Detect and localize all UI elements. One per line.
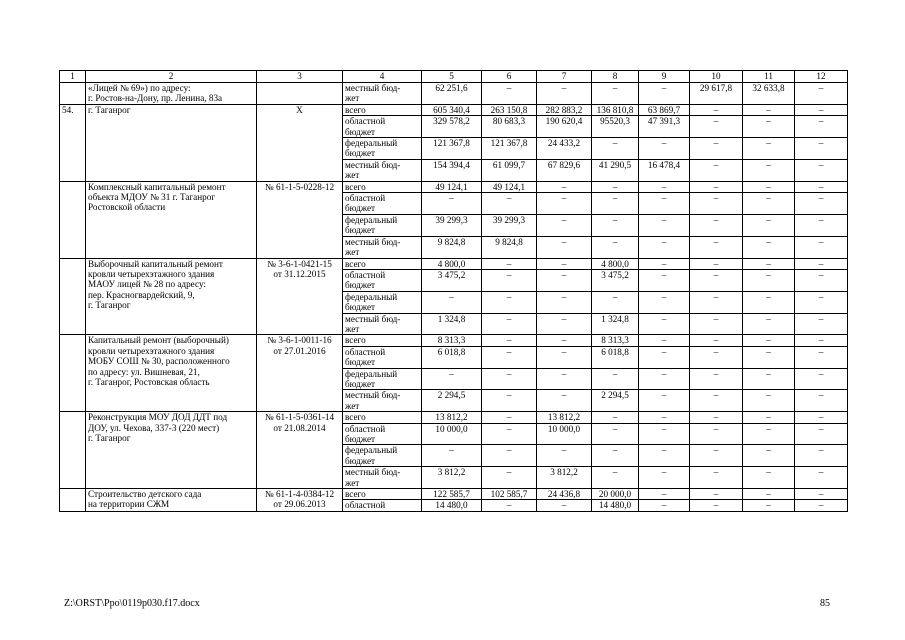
item-number: [60, 83, 86, 105]
amount-cell: –: [743, 423, 795, 445]
funding-source: местный бюд- жет: [343, 83, 422, 105]
amount-cell: –: [690, 159, 743, 181]
column-number-10: 10: [690, 71, 743, 83]
table-row: [60, 83, 848, 105]
item-number: [60, 412, 86, 489]
column-number-6: 6: [482, 71, 537, 83]
amount-cell: 29 617,8: [690, 83, 743, 105]
funding-source: областной бюджет: [343, 116, 422, 138]
amount-cell: 95520,3: [592, 116, 639, 138]
amount-cell: –: [795, 368, 848, 390]
amount-cell: –: [639, 412, 690, 423]
amount-cell: –: [690, 445, 743, 467]
amount-cell: 24 433,2: [537, 138, 592, 160]
amount-cell: 62 251,6: [422, 83, 482, 105]
funding-source: федеральный бюджет: [343, 214, 422, 236]
amount-cell: –: [639, 181, 690, 192]
amount-cell: 9 824,8: [422, 236, 482, 258]
amount-cell: –: [639, 368, 690, 390]
amount-cell: –: [482, 390, 537, 412]
amount-cell: –: [482, 269, 537, 291]
footer-file-path: Z:\ORST\Ppo\0119p030.f17.docx: [64, 598, 200, 609]
amount-cell: –: [743, 214, 795, 236]
amount-cell: 2 294,5: [592, 390, 639, 412]
amount-cell: –: [537, 181, 592, 192]
amount-cell: –: [743, 159, 795, 181]
amount-cell: –: [795, 346, 848, 368]
amount-cell: 6 018,8: [422, 346, 482, 368]
funding-source: областной бюджет: [343, 423, 422, 445]
amount-cell: –: [639, 423, 690, 445]
amount-cell: –: [537, 335, 592, 346]
amount-cell: –: [537, 269, 592, 291]
amount-cell: –: [537, 346, 592, 368]
amount-cell: 605 340,4: [422, 104, 482, 115]
funding-source: федеральный бюджет: [343, 445, 422, 467]
expertise-number: № 61-1-4-0384-12 от 29.06.2013: [257, 489, 343, 512]
amount-cell: 329 578,2: [422, 116, 482, 138]
column-number-11: 11: [743, 71, 795, 83]
amount-cell: –: [690, 236, 743, 258]
amount-cell: –: [639, 214, 690, 236]
amount-cell: –: [690, 368, 743, 390]
amount-cell: –: [592, 214, 639, 236]
amount-cell: –: [537, 390, 592, 412]
amount-cell: 102 585,7: [482, 489, 537, 500]
table-row: [60, 412, 848, 423]
amount-cell: –: [795, 291, 848, 313]
amount-cell: –: [592, 181, 639, 192]
amount-cell: –: [795, 313, 848, 335]
amount-cell: –: [592, 193, 639, 215]
amount-cell: –: [743, 368, 795, 390]
funding-source: федеральный бюджет: [343, 368, 422, 390]
amount-cell: –: [795, 181, 848, 192]
item-number: 54.: [60, 104, 86, 181]
header-row: [60, 71, 848, 83]
amount-cell: –: [690, 269, 743, 291]
expertise-number: № 61-1-5-0228-12: [257, 181, 343, 258]
amount-cell: –: [795, 445, 848, 467]
amount-cell: –: [537, 368, 592, 390]
amount-cell: –: [639, 313, 690, 335]
amount-cell: –: [482, 335, 537, 346]
amount-cell: 61 099,7: [482, 159, 537, 181]
amount-cell: 2 294,5: [422, 390, 482, 412]
amount-cell: –: [639, 193, 690, 215]
amount-cell: 190 620,4: [537, 116, 592, 138]
amount-cell: –: [537, 214, 592, 236]
amount-cell: –: [592, 467, 639, 489]
amount-cell: 6 018,8: [592, 346, 639, 368]
amount-cell: –: [743, 258, 795, 269]
amount-cell: –: [537, 258, 592, 269]
amount-cell: –: [690, 313, 743, 335]
funding-source: местный бюд- жет: [343, 313, 422, 335]
amount-cell: –: [690, 335, 743, 346]
amount-cell: 47 391,3: [639, 116, 690, 138]
amount-cell: 121 367,8: [422, 138, 482, 160]
amount-cell: –: [743, 390, 795, 412]
expertise-number: № 3-6-1-0011-16 от 27.01.2016: [257, 335, 343, 412]
amount-cell: –: [639, 500, 690, 511]
amount-cell: 16 478,4: [639, 159, 690, 181]
amount-cell: –: [743, 500, 795, 511]
amount-cell: –: [795, 116, 848, 138]
column-number-3: 3: [257, 71, 343, 83]
amount-cell: –: [690, 138, 743, 160]
amount-cell: –: [795, 423, 848, 445]
amount-cell: –: [690, 467, 743, 489]
amount-cell: –: [537, 445, 592, 467]
amount-cell: –: [422, 291, 482, 313]
object-name: Комплексный капитальный ремонт объекта МДОУ № 31 г. Таганрог Ростовской области: [86, 181, 257, 258]
budget-grid: [59, 70, 848, 512]
amount-cell: –: [690, 500, 743, 511]
amount-cell: –: [690, 104, 743, 115]
amount-cell: –: [482, 467, 537, 489]
amount-cell: –: [482, 412, 537, 423]
amount-cell: –: [482, 83, 537, 105]
amount-cell: 3 812,2: [422, 467, 482, 489]
expertise-number: № 3-6-1-0421-15 от 31.12.2015: [257, 258, 343, 335]
column-number-7: 7: [537, 71, 592, 83]
amount-cell: 49 124,1: [422, 181, 482, 192]
object-name: Выборочный капитальный ремонт кровли четырехэтажного здания МАОУ лицей № 28 по адресу: пер. Красногвардейский, 9, г. Таганрог: [86, 258, 257, 335]
amount-cell: 9 824,8: [482, 236, 537, 258]
amount-cell: 49 124,1: [482, 181, 537, 192]
amount-cell: –: [795, 390, 848, 412]
amount-cell: –: [422, 193, 482, 215]
funding-source: всего: [343, 335, 422, 346]
amount-cell: 1 324,8: [592, 313, 639, 335]
amount-cell: –: [592, 445, 639, 467]
table-row: [60, 181, 848, 192]
amount-cell: –: [743, 193, 795, 215]
amount-cell: –: [690, 390, 743, 412]
amount-cell: 282 883,2: [537, 104, 592, 115]
object-name: Реконструкция МОУ ДОД ДДТ под ДОУ, ул. Чехова, 337-3 (220 мест) г. Таганрог: [86, 412, 257, 489]
funding-source: областной: [343, 500, 422, 511]
amount-cell: 13 812,2: [422, 412, 482, 423]
amount-cell: –: [639, 445, 690, 467]
funding-source: федеральный бюджет: [343, 291, 422, 313]
amount-cell: –: [743, 104, 795, 115]
amount-cell: –: [795, 104, 848, 115]
amount-cell: 41 290,5: [592, 159, 639, 181]
amount-cell: 154 394,4: [422, 159, 482, 181]
object-name: г. Таганрог: [86, 104, 257, 181]
amount-cell: –: [639, 291, 690, 313]
amount-cell: –: [795, 335, 848, 346]
amount-cell: –: [795, 138, 848, 160]
amount-cell: –: [482, 313, 537, 335]
amount-cell: –: [795, 258, 848, 269]
amount-cell: –: [537, 500, 592, 511]
amount-cell: –: [690, 412, 743, 423]
amount-cell: –: [743, 313, 795, 335]
amount-cell: –: [639, 269, 690, 291]
amount-cell: –: [690, 423, 743, 445]
expertise-number: Х: [257, 104, 343, 181]
amount-cell: –: [795, 236, 848, 258]
amount-cell: 14 480,0: [592, 500, 639, 511]
amount-cell: –: [592, 368, 639, 390]
amount-cell: –: [795, 193, 848, 215]
amount-cell: –: [743, 236, 795, 258]
amount-cell: 13 812,2: [537, 412, 592, 423]
funding-source: областной бюджет: [343, 269, 422, 291]
amount-cell: –: [795, 83, 848, 105]
funding-source: всего: [343, 489, 422, 500]
amount-cell: –: [482, 368, 537, 390]
amount-cell: 4 800,0: [592, 258, 639, 269]
amount-cell: –: [482, 193, 537, 215]
amount-cell: 3 812,2: [537, 467, 592, 489]
amount-cell: 80 683,3: [482, 116, 537, 138]
amount-cell: 122 585,7: [422, 489, 482, 500]
amount-cell: 10 000,0: [537, 423, 592, 445]
column-number-4: 4: [343, 71, 422, 83]
budget-table: [59, 70, 848, 512]
amount-cell: –: [690, 116, 743, 138]
column-number-2: 2: [86, 71, 257, 83]
amount-cell: –: [639, 236, 690, 258]
amount-cell: –: [482, 423, 537, 445]
amount-cell: –: [592, 423, 639, 445]
item-number: [60, 335, 86, 412]
amount-cell: –: [743, 467, 795, 489]
amount-cell: –: [639, 138, 690, 160]
amount-cell: –: [690, 489, 743, 500]
funding-source: всего: [343, 181, 422, 192]
amount-cell: –: [795, 159, 848, 181]
amount-cell: –: [690, 291, 743, 313]
amount-cell: –: [743, 412, 795, 423]
amount-cell: 20 000,0: [592, 489, 639, 500]
funding-source: местный бюд- жет: [343, 467, 422, 489]
table-row: [60, 258, 848, 269]
column-number-9: 9: [639, 71, 690, 83]
amount-cell: –: [592, 291, 639, 313]
funding-source: местный бюд- жет: [343, 390, 422, 412]
column-number-12: 12: [795, 71, 848, 83]
expertise-number: [257, 83, 343, 105]
amount-cell: 24 436,8: [537, 489, 592, 500]
amount-cell: 32 633,8: [743, 83, 795, 105]
amount-cell: 1 324,8: [422, 313, 482, 335]
amount-cell: –: [482, 346, 537, 368]
amount-cell: –: [690, 346, 743, 368]
amount-cell: –: [690, 258, 743, 269]
amount-cell: –: [795, 489, 848, 500]
funding-source: местный бюд- жет: [343, 159, 422, 181]
amount-cell: –: [422, 368, 482, 390]
amount-cell: 14 480,0: [422, 500, 482, 511]
amount-cell: –: [592, 412, 639, 423]
amount-cell: 63 869,7: [639, 104, 690, 115]
amount-cell: –: [639, 335, 690, 346]
amount-cell: –: [537, 236, 592, 258]
amount-cell: –: [482, 291, 537, 313]
amount-cell: –: [795, 269, 848, 291]
amount-cell: –: [537, 193, 592, 215]
funding-source: всего: [343, 258, 422, 269]
amount-cell: –: [795, 500, 848, 511]
amount-cell: –: [537, 83, 592, 105]
table-row: [60, 489, 848, 500]
amount-cell: 8 313,3: [592, 335, 639, 346]
item-number: [60, 181, 86, 258]
amount-cell: –: [743, 445, 795, 467]
amount-cell: –: [537, 313, 592, 335]
amount-cell: –: [639, 346, 690, 368]
expertise-number: № 61-1-5-0361-14 от 21.08.2014: [257, 412, 343, 489]
object-name: «Лицей № 69») по адресу: г. Ростов-на-Дону, пр. Ленина, 83а: [86, 83, 257, 105]
amount-cell: –: [690, 193, 743, 215]
item-number: [60, 489, 86, 512]
amount-cell: –: [639, 83, 690, 105]
object-name: Строительство детского сада на территории СЖМ: [86, 489, 257, 512]
amount-cell: –: [482, 258, 537, 269]
funding-source: всего: [343, 104, 422, 115]
amount-cell: –: [639, 467, 690, 489]
amount-cell: –: [482, 500, 537, 511]
amount-cell: –: [795, 214, 848, 236]
amount-cell: –: [795, 467, 848, 489]
amount-cell: 8 313,3: [422, 335, 482, 346]
funding-source: федеральный бюджет: [343, 138, 422, 160]
amount-cell: –: [743, 116, 795, 138]
amount-cell: –: [592, 236, 639, 258]
item-number: [60, 258, 86, 335]
amount-cell: –: [592, 83, 639, 105]
column-number-8: 8: [592, 71, 639, 83]
amount-cell: –: [743, 291, 795, 313]
amount-cell: –: [743, 335, 795, 346]
amount-cell: 121 367,8: [482, 138, 537, 160]
amount-cell: –: [743, 138, 795, 160]
funding-source: областной бюджет: [343, 193, 422, 215]
amount-cell: 263 150,8: [482, 104, 537, 115]
amount-cell: 10 000,0: [422, 423, 482, 445]
amount-cell: –: [639, 489, 690, 500]
amount-cell: –: [422, 445, 482, 467]
amount-cell: –: [592, 138, 639, 160]
table-row: [60, 335, 848, 346]
funding-source: местный бюд- жет: [343, 236, 422, 258]
column-number-1: 1: [60, 71, 86, 83]
amount-cell: –: [743, 346, 795, 368]
amount-cell: –: [743, 181, 795, 192]
amount-cell: 4 800,0: [422, 258, 482, 269]
amount-cell: –: [690, 214, 743, 236]
amount-cell: –: [743, 269, 795, 291]
amount-cell: 67 829,6: [537, 159, 592, 181]
column-number-5: 5: [422, 71, 482, 83]
object-name: Капитальный ремонт (выборочный) кровли четырехэтажного здания МОБУ СОШ № 30, расположенного по адресу: ул. Вишневая, 21, г. Таганрог, Ростовская область: [86, 335, 257, 412]
amount-cell: –: [743, 489, 795, 500]
footer-page-number: 85: [820, 598, 830, 609]
amount-cell: 39 299,3: [482, 214, 537, 236]
amount-cell: –: [639, 258, 690, 269]
amount-cell: –: [639, 390, 690, 412]
table-row: [60, 104, 848, 115]
funding-source: всего: [343, 412, 422, 423]
amount-cell: 3 475,2: [592, 269, 639, 291]
amount-cell: 136 810,8: [592, 104, 639, 115]
amount-cell: –: [482, 445, 537, 467]
funding-source: областной бюджет: [343, 346, 422, 368]
amount-cell: 3 475,2: [422, 269, 482, 291]
amount-cell: –: [537, 291, 592, 313]
amount-cell: 39 299,3: [422, 214, 482, 236]
amount-cell: –: [690, 181, 743, 192]
amount-cell: –: [795, 412, 848, 423]
